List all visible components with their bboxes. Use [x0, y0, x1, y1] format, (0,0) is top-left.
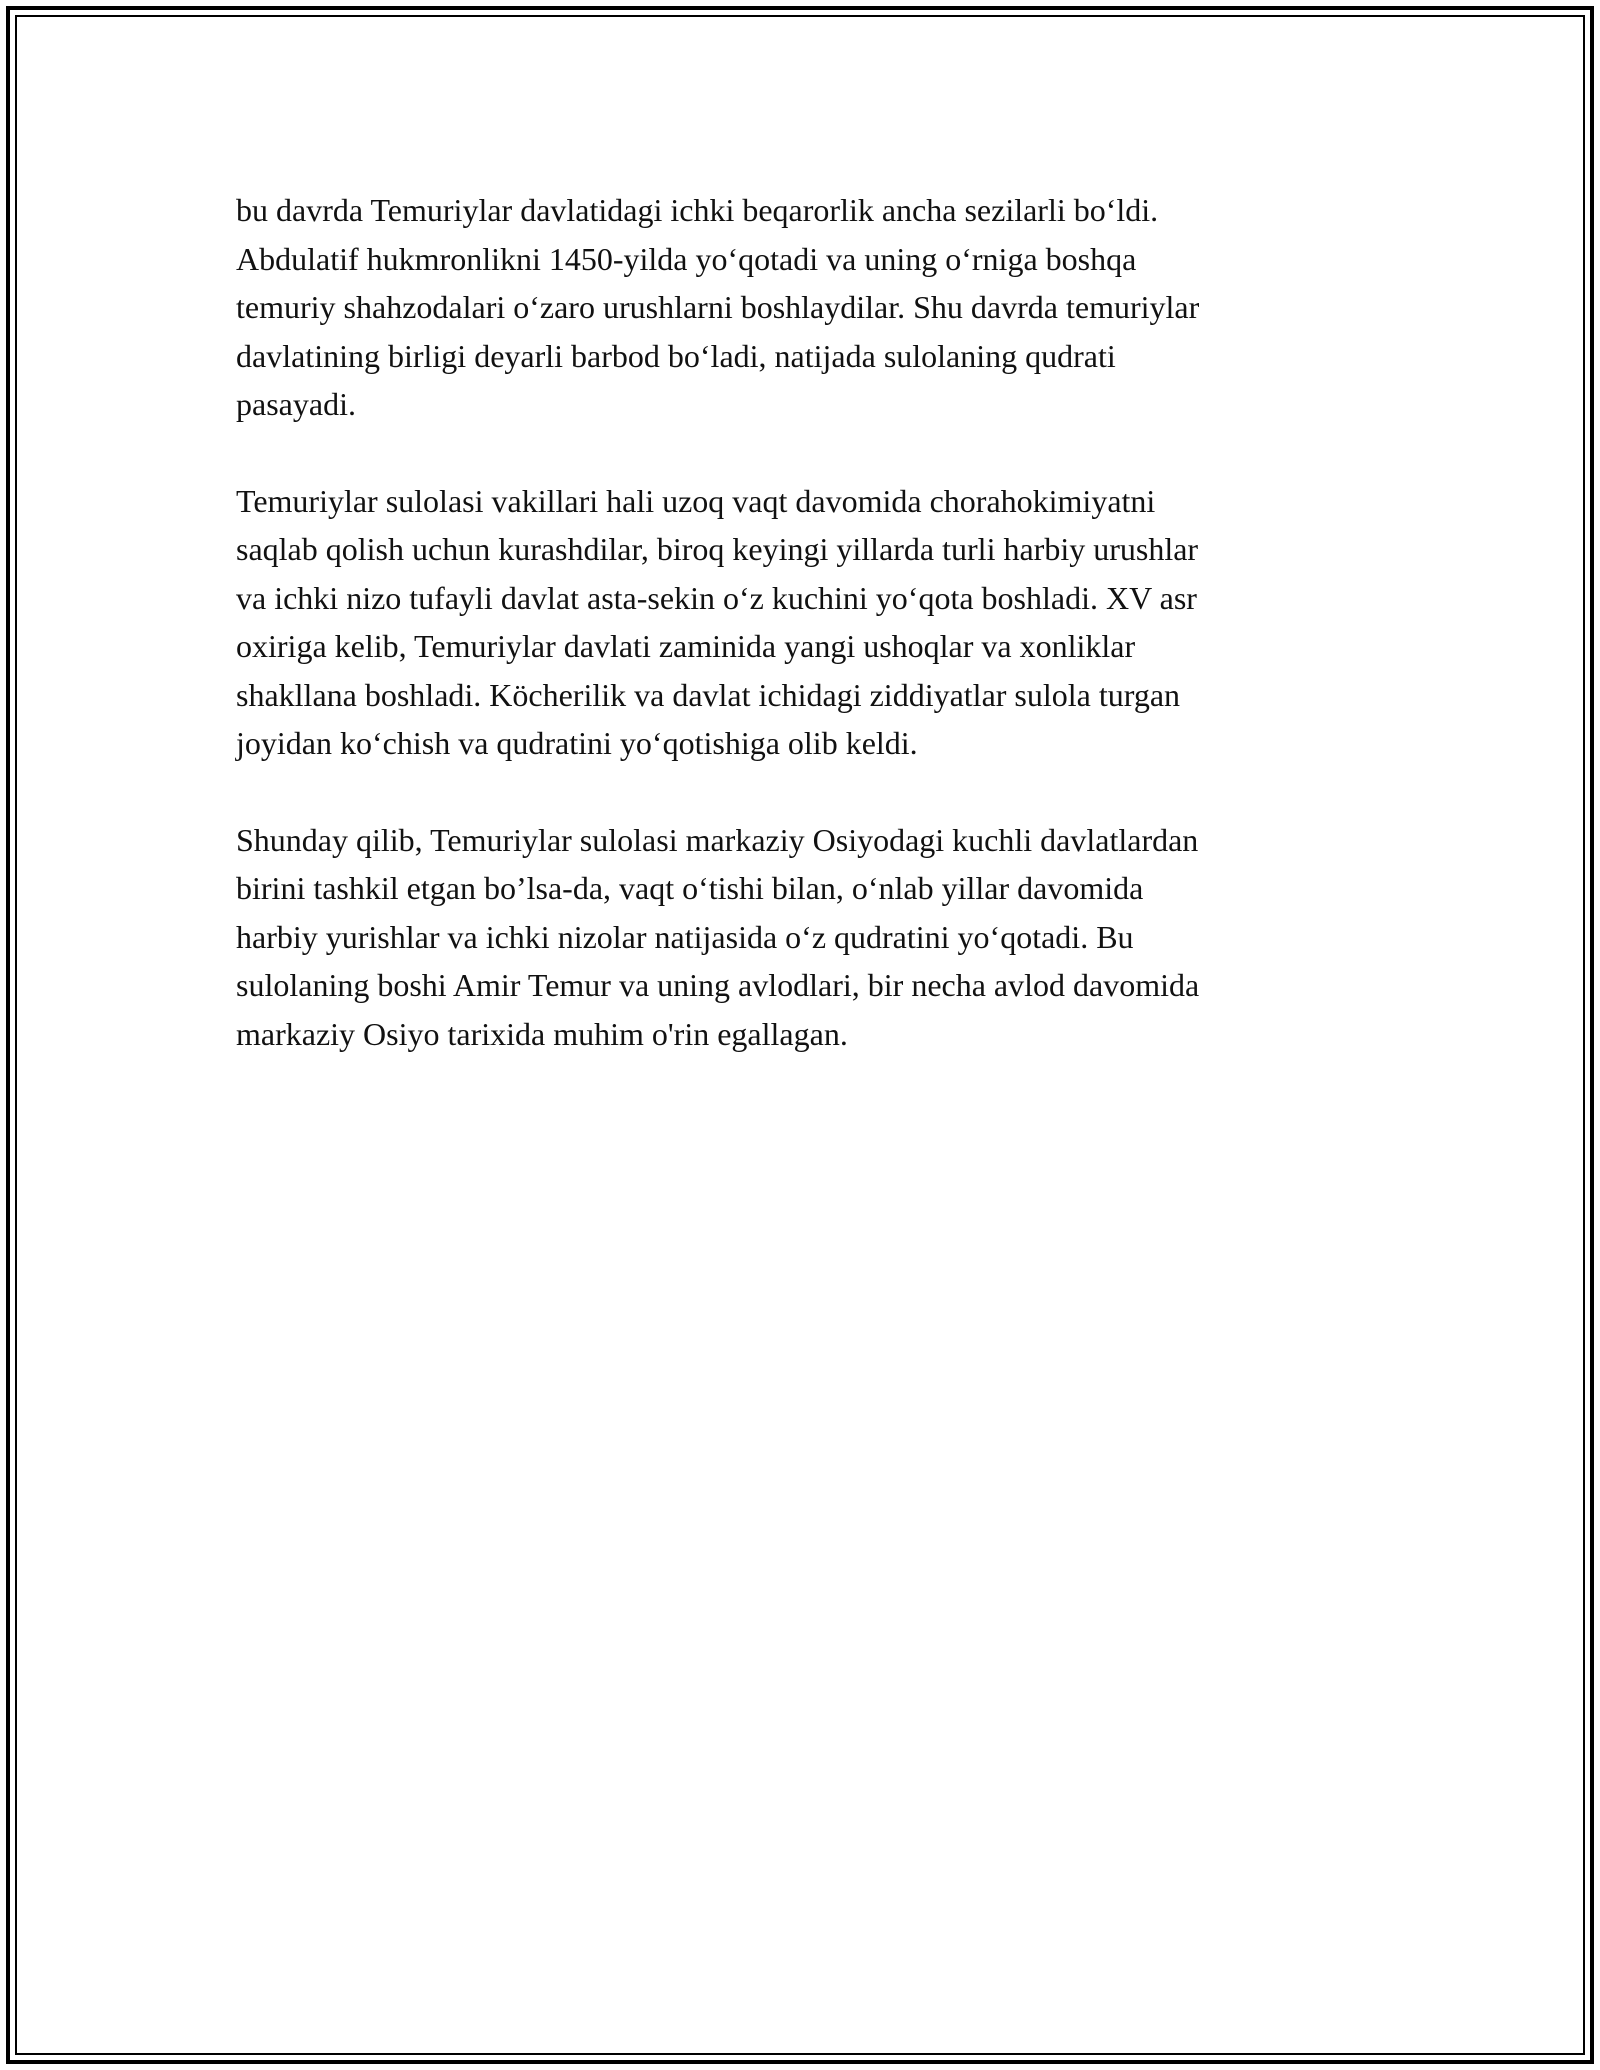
text-line: Temuriylar sulolasi vakillari hali uzoq vaqt davomida chorahokimiyatni: [236, 482, 1156, 519]
text-line: va ichki nizo tufayli davlat asta-sekin o‘z kuchini yo‘qota boshladi. XV asr: [236, 579, 1197, 616]
text-line: sulolaning boshi Amir Temur va uning avlodlari, bir necha avlod davomida: [236, 967, 1200, 1003]
paragraph-2: [236, 477, 1366, 768]
text-line: saqlab qolish uchun kurashdilar, biroq keyingi yillarda turli harbiy urushlar: [236, 531, 1199, 567]
text-line: davlatining birligi deyarli barbod bo‘ladi, natijada sulolaning qudrati: [236, 337, 1116, 374]
paragraph-1: [236, 186, 1366, 429]
text-line: Shunday qilib, Temuriylar sulolasi markaziy Osiyodagi kuchli davlatlardan: [236, 821, 1199, 858]
text-line: oxiriga kelib, Temuriylar davlati zaminida yangi ushoqlar va xonliklar: [236, 628, 1136, 664]
text-line: markaziy Osiyo tarixida muhim o'rin egallagan.: [236, 1015, 848, 1052]
text-line: birini tashkil etgan bo’lsa-da, vaqt o‘tishi bilan, o‘nlab yillar davomida: [236, 870, 1144, 906]
paragraph-3: [236, 816, 1366, 1059]
text-line: joyidan ko‘chish va qudratini yo‘qotishiga olib keldi.: [236, 725, 918, 761]
text-line: Abdulatif hukmronlikni 1450-yilda yo‘qotadi va uning o‘rniga boshqa: [236, 240, 1137, 277]
text-line: bu davrda Temuriylar davlatidagi ichki beqarorlik ancha sezilarli bo‘ldi.: [236, 192, 1159, 228]
text-line: pasayadi.: [236, 386, 356, 422]
document-body: [236, 186, 1366, 1058]
text-line: harbiy yurishlar va ichki nizolar natijasida o‘z qudratini yo‘qotadi. Bu: [236, 918, 1134, 955]
text-line: temuriy shahzodalari o‘zaro urushlarni boshlaydilar. Shu davrda temuriylar: [236, 289, 1200, 325]
text-line: shakllana boshladi. Köcherilik va davlat ichidagi ziddiyatlar sulola turgan: [236, 676, 1181, 713]
